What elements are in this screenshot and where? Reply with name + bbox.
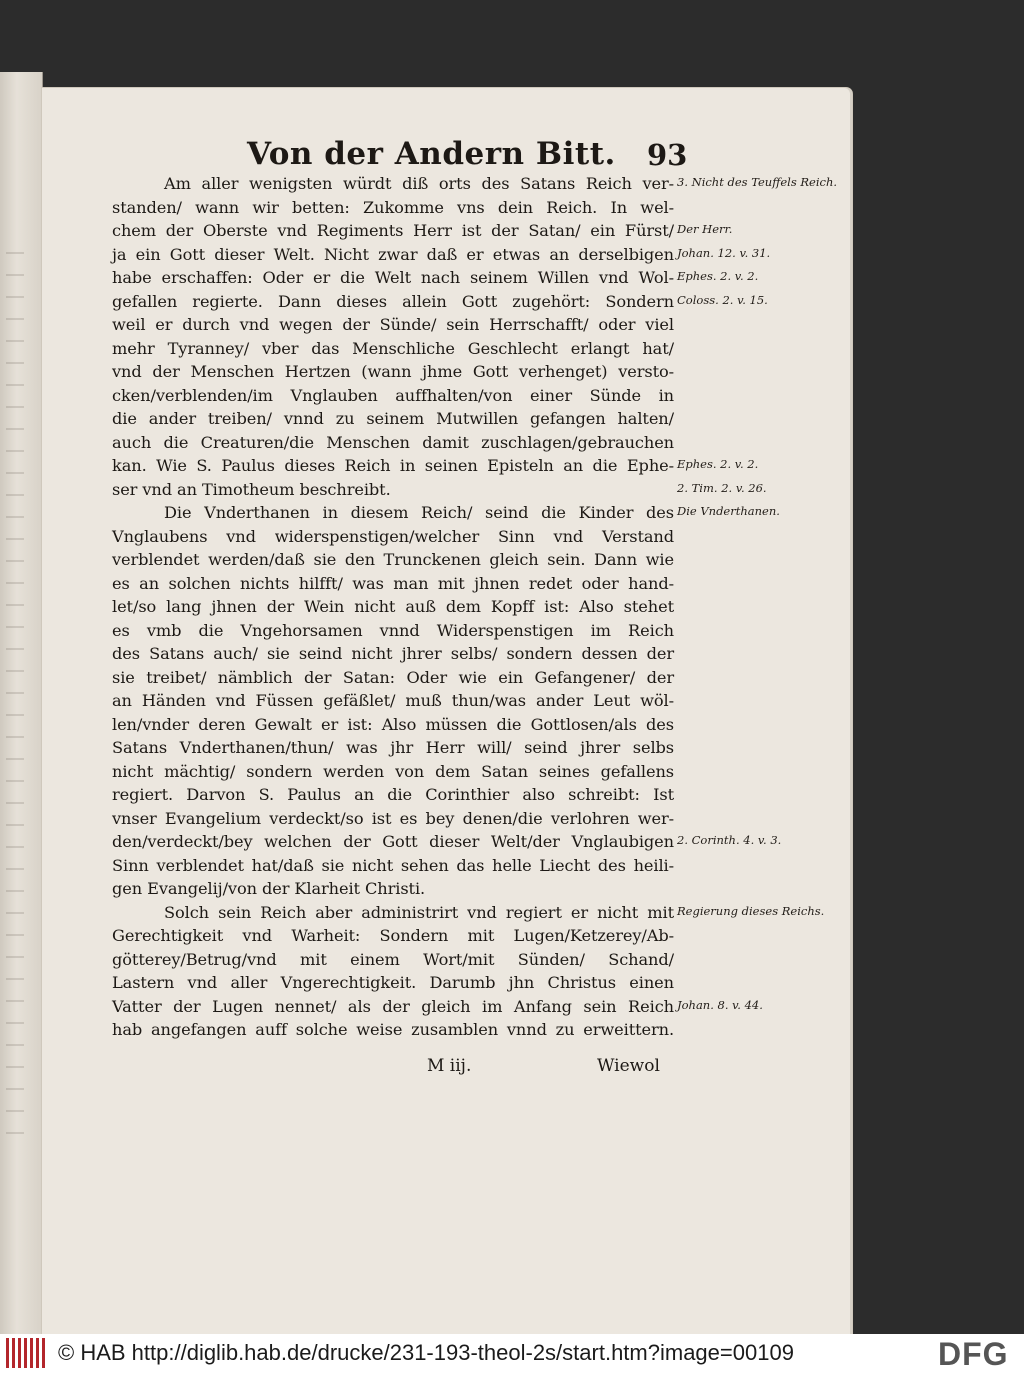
text-line: Die Vnderthanen in diesem Reich/ seind die Kinder des — [164, 503, 674, 522]
text-line: Gerechtigkeit vnd Warheit: Sondern mit Lugen/Ketzerey/Ab- — [112, 926, 674, 945]
catchword: Wiewol — [597, 1056, 660, 1076]
marginal-note: Ephes. 2. v. 2. — [677, 269, 759, 283]
text-line: hab angefangen auff solche weise zusamblen vnnd zu erweittern. — [112, 1020, 674, 1039]
signature-mark: M iij. — [427, 1056, 472, 1076]
marginal-note: 2. Tim. 2. v. 26. — [677, 480, 767, 495]
text-line: götterey/Betrug/vnd mit einem Wort/mit Sünden/ Schand/ — [112, 949, 674, 969]
marginal-note: 3. Nicht des Teuffels Reich. — [677, 175, 838, 189]
text-line: den/verdeckt/bey welchen der Gott dieser Welt/der Vnglaubigen — [112, 832, 674, 851]
text-line: die ander treiben/ vnnd zu seinem Mutwillen gefangen halten/ — [112, 409, 674, 428]
text-line: verblendet werden/daß sie den Trunckenen gleich sein. Dann wie — [112, 550, 674, 569]
marginal-note: 2. Corinth. 4. v. 3. — [677, 833, 782, 847]
marginal-note: Coloss. 2. v. 15. — [677, 292, 768, 307]
dfg-logo: DFG — [938, 1336, 1009, 1372]
text-line: vnser Evangelium verdeckt/so ist es bey denen/die verlohren wer- — [112, 808, 674, 828]
text-line: kan. Wie S. Paulus dieses Reich in seinen Episteln an die Ephe- — [112, 456, 674, 475]
text-line: Vatter der Lugen nennet/ als der gleich im Anfang sein Reich — [112, 996, 674, 1016]
footer-bar — [0, 1334, 1024, 1374]
text-line: mehr Tyranney/ vber das Menschliche Geschlecht erlangt hat/ — [112, 338, 674, 358]
text-line: regiert. Darvon S. Paulus an die Corinthier also schreibt: Ist — [112, 785, 674, 804]
text-line: Vnglaubens vnd widerspenstigen/welcher Sinn vnd Verstand — [112, 526, 674, 546]
text-line: chem der Oberste vnd Regiments Herr ist der Satan/ ein Fürst/ — [112, 221, 674, 240]
running-head: Von der Andern Bitt. — [247, 136, 616, 172]
marginal-note: Johan. 8. v. 44. — [677, 997, 763, 1012]
text-line: ser vnd an Timotheum beschreibt. — [112, 479, 391, 499]
text-line: des Satans auch/ sie seind nicht jhrer selbs/ sondern dessen der — [112, 644, 674, 663]
text-line: gefallen regierte. Dann dieses allein Gott zugehört: Sondern — [112, 291, 674, 311]
text-line: sie treibet/ nämblich der Satan: Oder wie ein Gefangener/ der — [112, 667, 674, 687]
text-line: len/vnder deren Gewalt er ist: Also müssen die Gottlosen/als des — [112, 714, 674, 734]
text-line: Solch sein Reich aber administrirt vnd regiert er nicht mit — [164, 902, 674, 922]
text-line: auch die Creaturen/die Menschen damit zuschlagen/gebrauchen — [112, 432, 674, 452]
text-line: es vmb die Vngehorsamen vnnd Widerspenstigen im Reich — [112, 620, 674, 640]
book-page — [42, 88, 852, 1334]
text-line: nicht mächtig/ sondern werden von dem Satan seines gefallens — [112, 761, 674, 781]
text-line: cken/verblenden/im Vnglauben auffhalten/von einer Sünde in — [112, 385, 674, 405]
text-line: an Händen vnd Füssen gefäßlet/ muß thun/was ander Leut wöl- — [112, 691, 674, 710]
marginal-note: Ephes. 2. v. 2. — [677, 457, 759, 471]
text-line: weil er durch vnd wegen der Sünde/ sein Herrschafft/ oder viel — [112, 315, 674, 334]
text-line: es an solchen nichts hilfft/ was man mit jhnen redet oder hand- — [112, 573, 674, 593]
text-line: habe erschaffen: Oder er die Welt nach seinem Willen vnd Wol- — [112, 268, 674, 287]
marginal-note: Regierung dieses Reichs. — [677, 903, 825, 918]
marginal-note: Johan. 12. v. 31. — [677, 245, 771, 260]
previous-page-edge — [0, 72, 43, 1334]
page-number: 93 — [647, 138, 688, 172]
text-line: gen Evangelij/von der Klarheit Christi. — [112, 879, 426, 898]
hab-logo-icon — [6, 1338, 46, 1368]
text-line: standen/ wann wir betten: Zukomme vns dein Reich. In wel- — [112, 197, 674, 217]
text-line: let/so lang jhnen der Wein nicht auß dem Kopff ist: Also stehet — [112, 597, 674, 616]
text-line: Lastern vnd aller Vngerechtigkeit. Darumb jhn Christus einen — [112, 973, 674, 992]
text-line: vnd der Menschen Hertzen (wann jhme Gott verhenget) versto- — [112, 362, 674, 381]
marginal-note: Der Herr. — [677, 222, 733, 236]
text-line: Am aller wenigsten würdt diß orts des Satans Reich ver- — [164, 174, 674, 193]
marginalia — [42, 88, 852, 1088]
credit-url[interactable]: © HAB http://diglib.hab.de/drucke/231-193-theol-2s/start.htm?image=00109 — [58, 1340, 794, 1365]
text-line: Sinn verblendet hat/daß sie nicht sehen das helle Liecht des heili- — [112, 855, 674, 875]
marginal-note: Die Vnderthanen. — [677, 504, 780, 518]
text-line: ja ein Gott dieser Welt. Nicht zwar daß er etwas an derselbigen — [112, 244, 674, 264]
text-line: Satans Vnderthanen/thun/ was jhr Herr will/ seind jhrer selbs — [112, 738, 674, 757]
